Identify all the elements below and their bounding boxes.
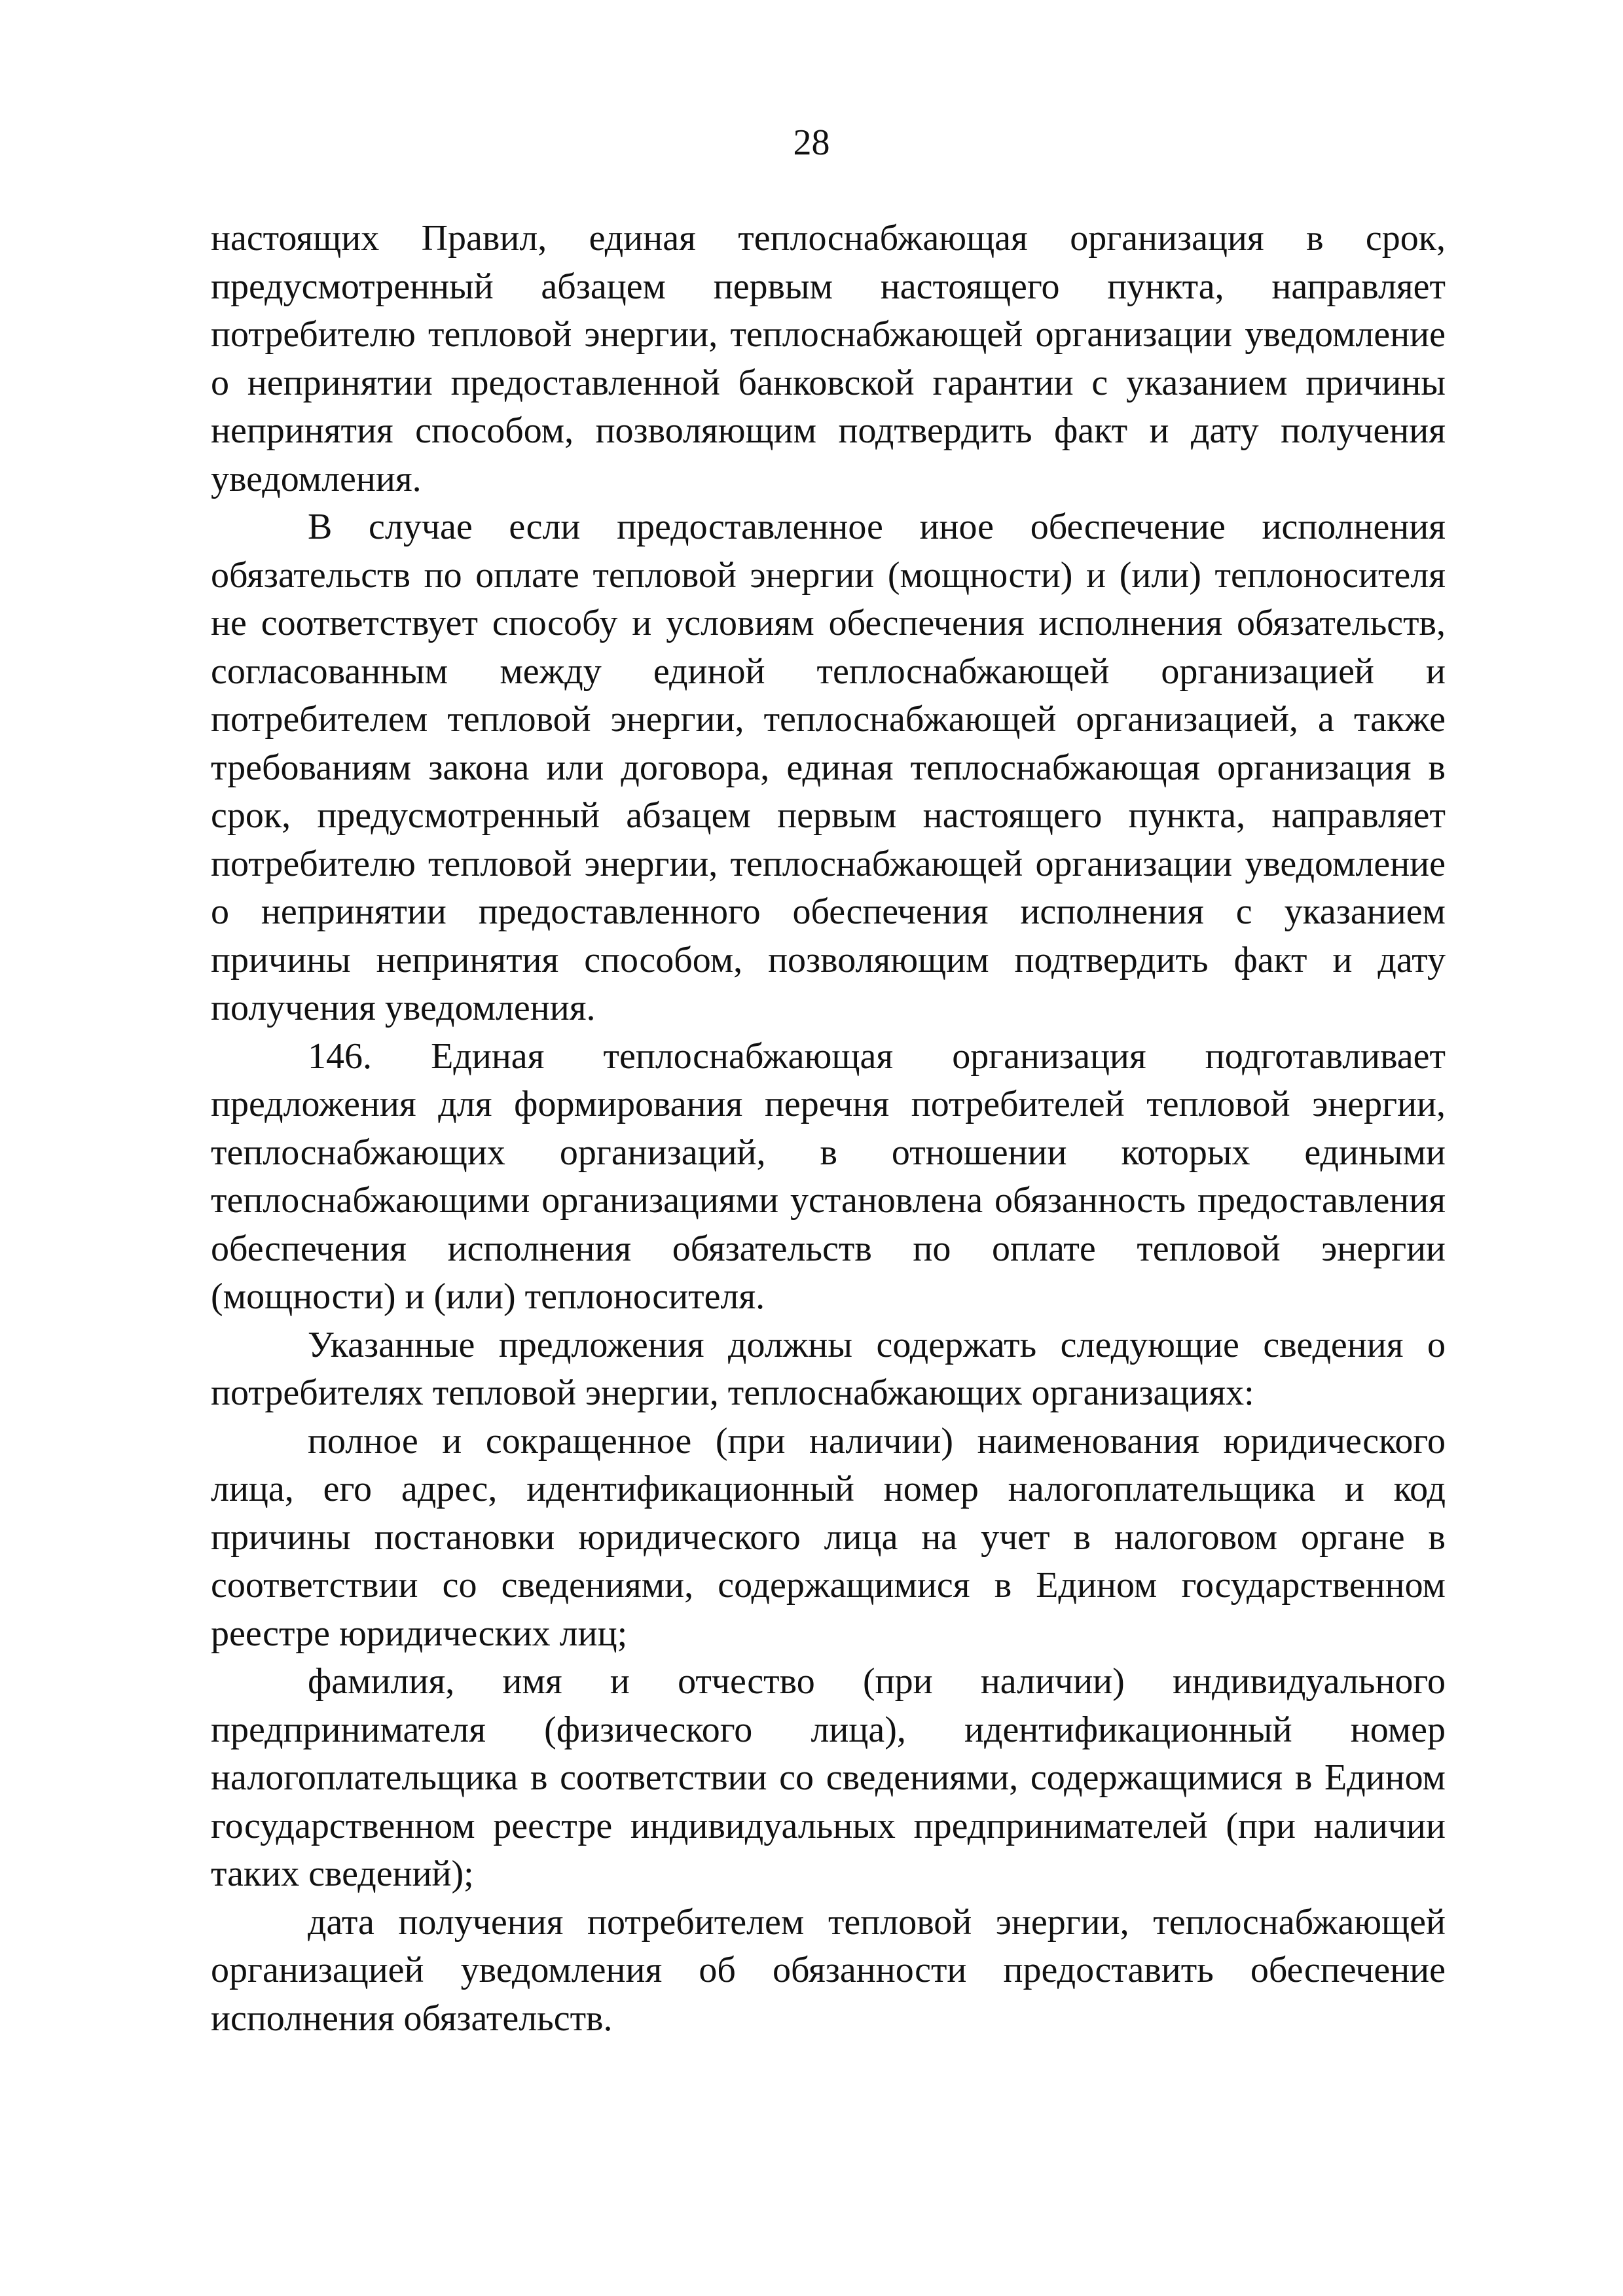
paragraph-proposal-contents: Указанные предложения должны содержать следующие сведения о потребителях тепловой энергии, теплоснабжающих организациях: — [211, 1324, 1446, 1413]
paragraph-individual-entrepreneur-details: фамилия, имя и отчество (при наличии) индивидуального предпринимателя (физического лица), идентификационный номер налогоплательщика в соответствии со сведениями, содержащимися в Едином государственном реестре индивидуальных предпринимателей (при наличии таких сведений); — [211, 1661, 1446, 1894]
page-number: 28 — [793, 122, 830, 163]
paragraph-legal-entity-details: полное и сокращенное (при наличии) наименования юридического лица, его адрес, идентификационный номер налогоплательщика и код причины постановки юридического лица на учет в налоговом органе в соответствии со сведениями, содержащимися в Едином государственном реестре юридических лиц; — [211, 1420, 1446, 1654]
paragraph-notification-date: дата получения потребителем тепловой энергии, теплоснабжающей организацией уведомления об обязанности предоставить обеспечение исполнения обязательств. — [211, 1901, 1446, 2039]
paragraph-other-security: В случае если предоставленное иное обеспечение исполнения обязательств по оплате тепловой энергии (мощности) и (или) теплоносителя не соответствует способу и условиям обеспечения исполнения обязательств, согласованным между единой теплоснабжающей организацией и потребителем тепловой энергии, теплоснабжающей организацией, а также требованиям закона или договора, единая теплоснабжающая организация в срок, предусмотренный абзацем первым настоящего пункта, направляет потребителю тепловой энергии, теплоснабжающей организации уведомление о непринятии предоставленного обеспечения исполнения с указанием причины непринятия способом, позволяющим подтвердить факт и дату получения уведомления. — [211, 507, 1446, 1028]
paragraph-146: 146. Единая теплоснабжающая организация подготавливает предложения для формирования перечня потребителей тепловой энергии, теплоснабжающих организаций, в отношении которых едиными теплоснабжающими организациями установлена обязанность предоставления обеспечения исполнения обязательств по оплате тепловой энергии (мощности) и (или) теплоносителя. — [211, 1035, 1446, 1317]
document-body — [211, 215, 1446, 2043]
paragraph-continuation: настоящих Правил, единая теплоснабжающая организация в срок, предусмотренный абзацем первым настоящего пункта, направляет потребителю тепловой энергии, теплоснабжающей организации уведомление о непринятии предоставленной банковской гарантии с указанием причины непринятия способом, позволяющим подтвердить факт и дату получения уведомления. — [211, 218, 1446, 499]
